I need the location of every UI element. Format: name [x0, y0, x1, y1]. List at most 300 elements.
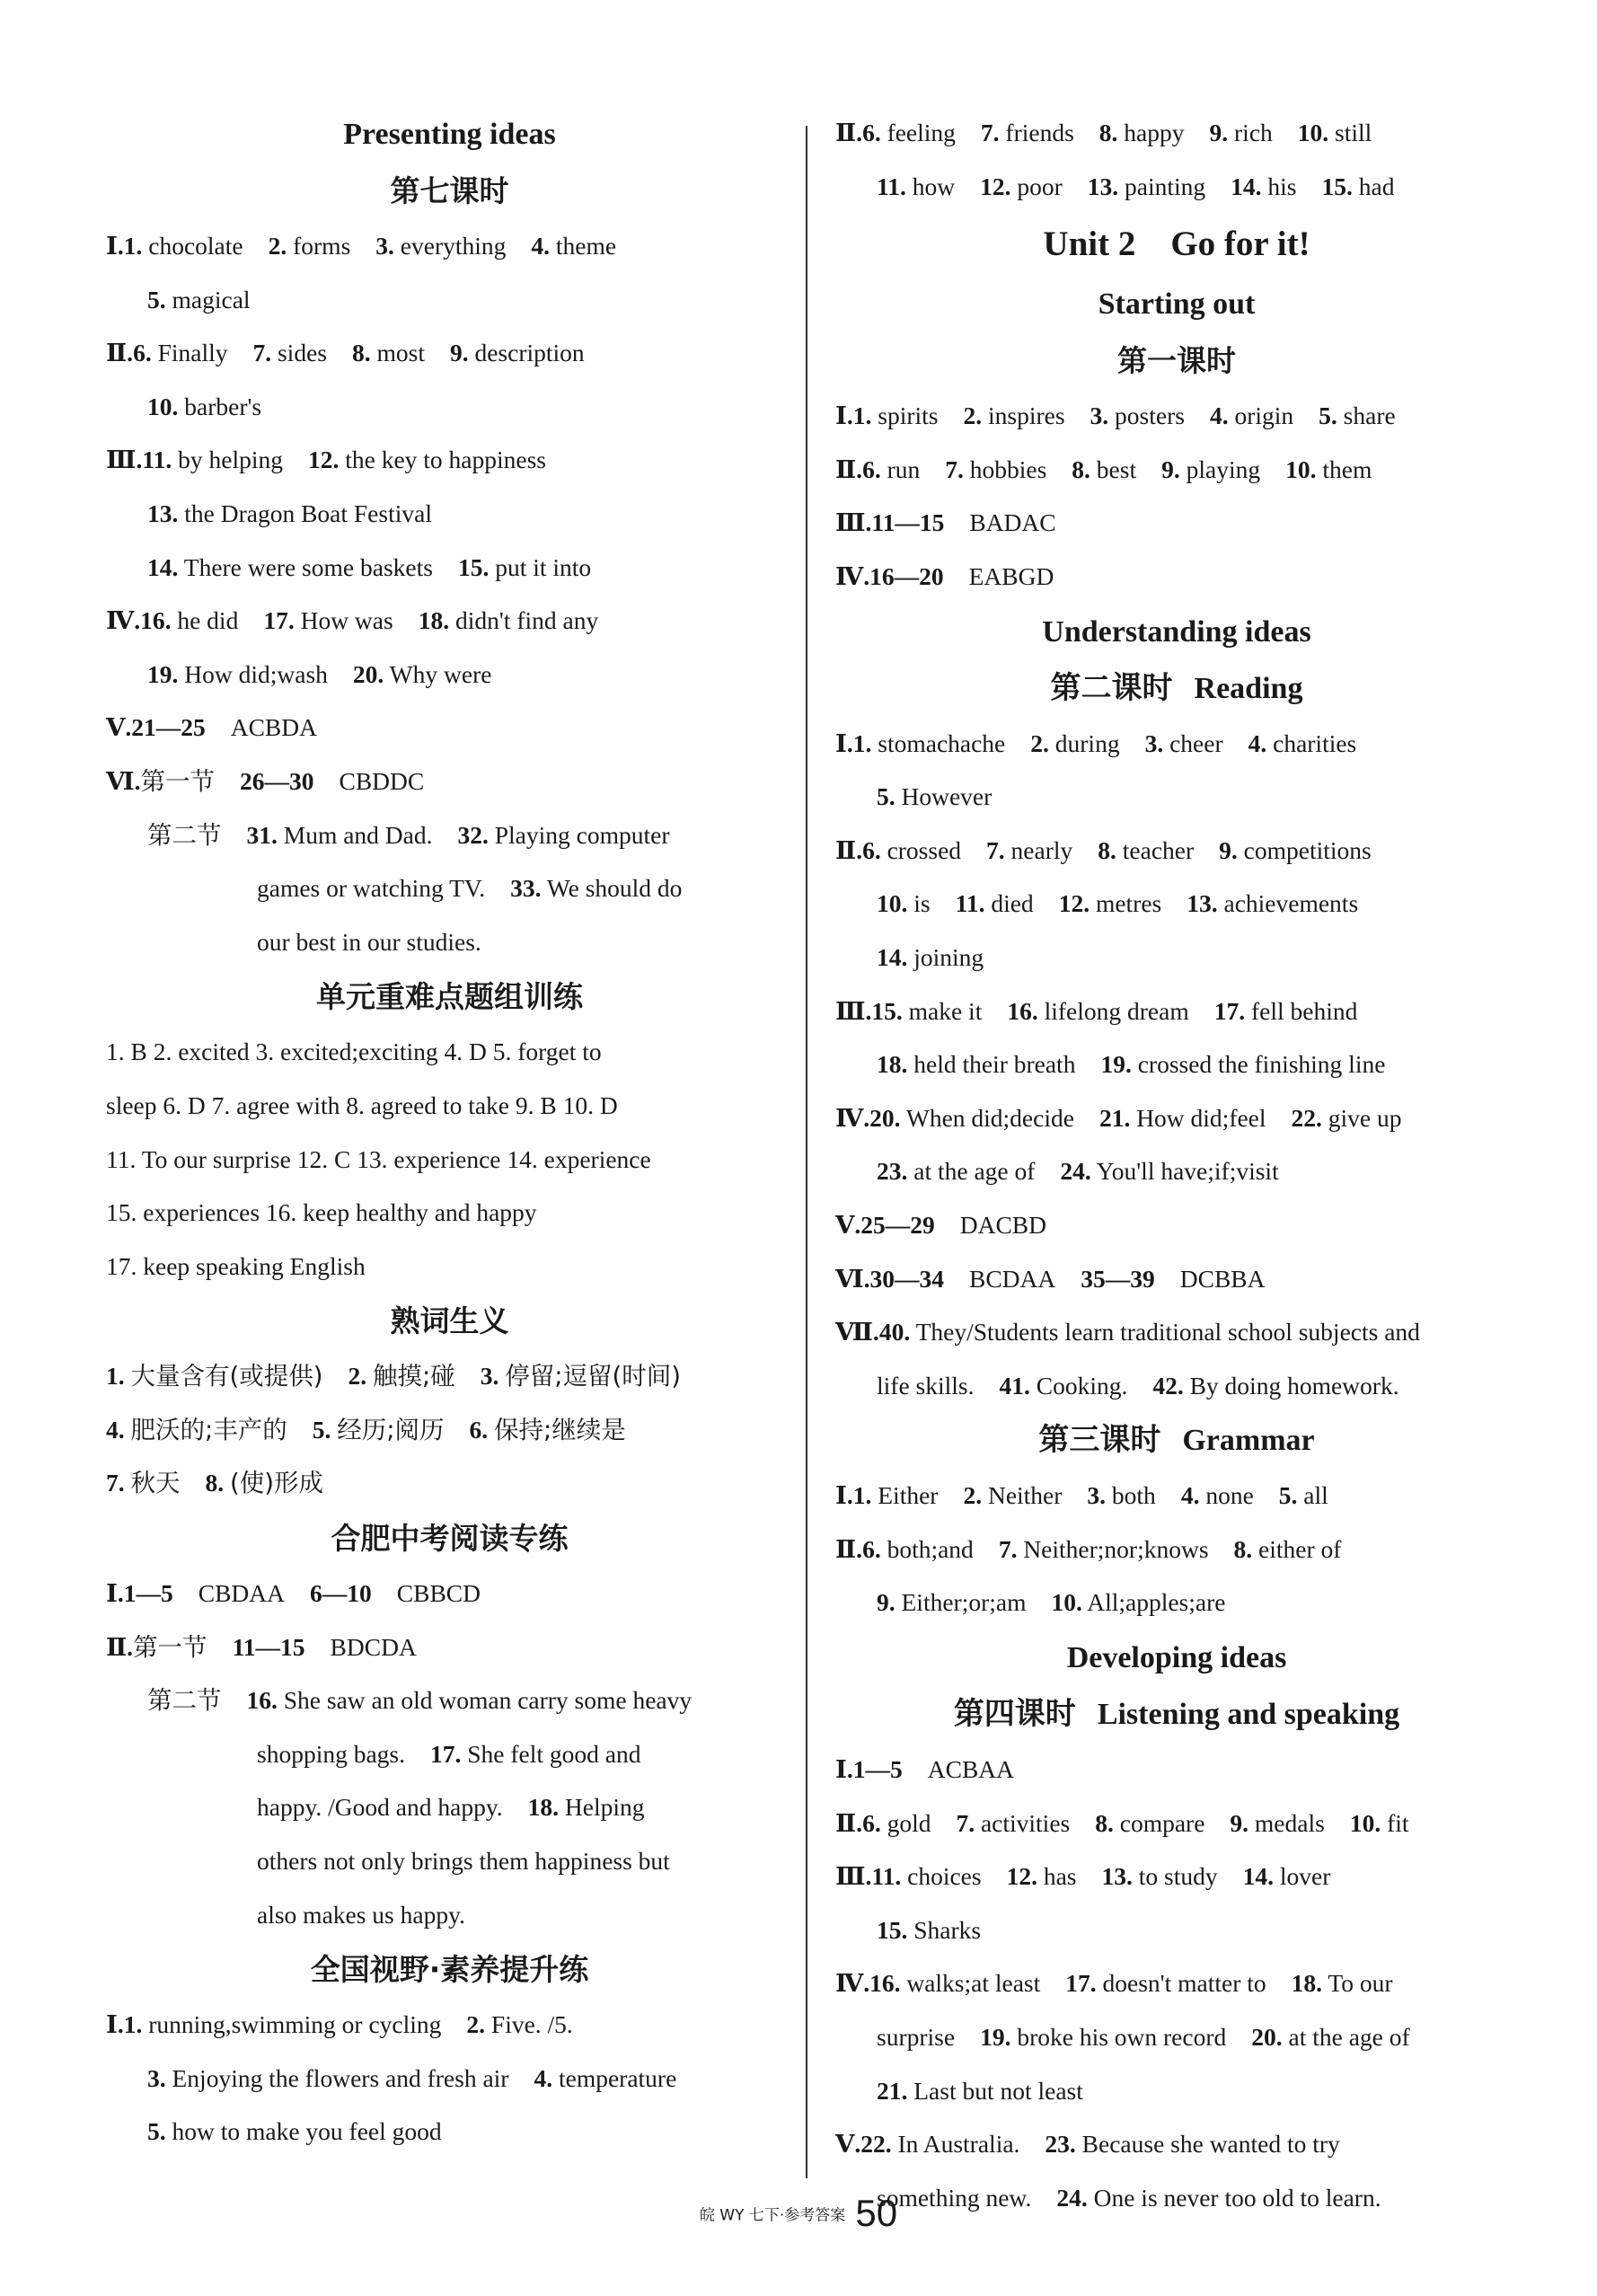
answer-token: 21.: [877, 2076, 908, 2105]
answer-token: has: [1043, 1862, 1077, 1891]
lesson-2-en: Reading: [1194, 671, 1303, 705]
answer-token: friends: [1005, 119, 1074, 146]
answer-token: 12.: [1006, 1862, 1037, 1891]
lesson-3-zh: 第三课时: [1038, 1422, 1161, 1459]
answer-token: How did;wash: [184, 659, 328, 688]
answer-token: something new.: [877, 2183, 1032, 2212]
answer-token: inspires: [987, 402, 1065, 430]
answer-token: 35—39: [1081, 1264, 1155, 1293]
answer-token: 25—29: [860, 1210, 935, 1239]
lesson-3-answers: [835, 1469, 1518, 1629]
section-heading-developing-ideas: Developing ideas: [1066, 1641, 1287, 1675]
answer-line: [106, 380, 793, 434]
answer-line: [835, 1038, 1518, 1091]
answer-token: Ⅵ.: [106, 766, 141, 795]
answer-line: [106, 2052, 793, 2106]
answer-token: his: [1267, 172, 1297, 200]
answer-token: 4.: [106, 1415, 125, 1444]
answer-line: [835, 1956, 1518, 2010]
answer-token: Ⅲ.: [835, 508, 872, 537]
answer-token: 第二节: [147, 820, 222, 850]
answer-token: 6.: [862, 455, 881, 483]
answer-token: 8.: [351, 339, 371, 367]
answer-token: 26—30: [240, 766, 314, 795]
continued-answers: [835, 106, 1518, 213]
answer-token: Because she wanted to try: [1081, 2130, 1340, 2159]
answer-token: 42.: [1152, 1371, 1184, 1400]
answer-token: best: [1096, 455, 1137, 483]
answer-token: 31.: [246, 820, 278, 849]
answer-line: [835, 2117, 1518, 2171]
answer-token: 3.: [147, 2063, 166, 2092]
answer-token: posters: [1115, 402, 1185, 430]
lesson-2-answers: [835, 717, 1518, 1413]
answer-token: 18.: [418, 606, 450, 635]
answer-token: You'll have;if;visit: [1096, 1157, 1279, 1186]
answer-token: 21.: [1098, 1103, 1131, 1132]
answer-token: others not only brings them happiness but: [257, 1847, 670, 1876]
answer-token: 2.: [963, 402, 983, 430]
answer-token: 7.: [252, 339, 272, 367]
answer-token: Ⅱ.: [835, 835, 863, 864]
answer-token: Ⅳ.: [106, 606, 141, 635]
answer-line: [106, 1727, 793, 1781]
answer-token: Enjoying the flowers and fresh air: [172, 2063, 509, 2092]
answer-token: 14.: [147, 552, 179, 581]
answer-token: compare: [1119, 1808, 1205, 1837]
answer-token: give up: [1328, 1103, 1402, 1132]
national-answers: [106, 1998, 793, 2159]
answer-token: 8.: [1233, 1534, 1253, 1563]
answer-token: to study: [1138, 1862, 1218, 1891]
answer-token: 1—5: [123, 1579, 173, 1608]
answer-token: 23.: [877, 1157, 908, 1186]
answer-token: how to make you feel good: [172, 2117, 442, 2146]
answer-line: [106, 273, 793, 327]
answer-token: description: [474, 339, 585, 367]
answer-token: painting: [1125, 172, 1206, 200]
answer-token: surprise: [877, 2023, 956, 2052]
answer-line: [106, 1780, 793, 1834]
answer-token: 22.: [860, 2130, 892, 2159]
column-divider: [806, 126, 807, 2178]
answer-token: They/Students learn traditional school subjects and: [915, 1318, 1420, 1347]
answer-line: [106, 915, 793, 969]
word-meaning-answers: [106, 1349, 793, 1510]
answer-token: 11.: [877, 172, 906, 200]
answer-line: [106, 701, 793, 755]
answer-token: 16—20: [869, 561, 944, 590]
answer-token: 16.: [1007, 996, 1038, 1025]
answer-token: 9.: [1209, 119, 1229, 146]
answer-token: 3.: [1087, 1481, 1107, 1510]
answer-token: 10.: [877, 889, 908, 918]
answer-token: DCBBA: [1179, 1264, 1266, 1293]
answer-line: [106, 1673, 793, 1727]
answer-token: 20.: [1251, 2023, 1283, 2052]
answer-token: Ⅲ.: [106, 446, 143, 474]
lesson-heading-3: [835, 1412, 1518, 1469]
answer-token: by helping: [178, 446, 283, 474]
answer-token: metres: [1095, 889, 1162, 918]
answer-line: [106, 1456, 793, 1510]
answer-token: playing: [1186, 455, 1261, 483]
answer-token: Ⅴ.: [835, 1210, 861, 1239]
answer-token: walks;at least: [906, 1969, 1041, 1998]
answer-token: 17.: [430, 1739, 462, 1768]
answer-line: [106, 541, 793, 595]
lesson-4-answers: [835, 1743, 1518, 2224]
answer-token: There were some baskets: [183, 552, 433, 581]
answer-token: 16.: [140, 606, 172, 635]
answer-token: competitions: [1243, 835, 1372, 864]
answer-token: 1.: [852, 1481, 872, 1510]
answer-token: Ⅱ.: [106, 339, 134, 367]
answer-token: 6—10: [310, 1579, 372, 1608]
answer-token: had: [1358, 172, 1395, 200]
answer-token: Either;or;am: [901, 1588, 1027, 1617]
answer-token: 20.: [352, 659, 384, 688]
answer-token: 10.: [1051, 1588, 1082, 1617]
answer-token: 19.: [147, 659, 179, 688]
answer-line: [106, 1888, 793, 1942]
answer-token: 41.: [999, 1371, 1030, 1400]
answer-token: running,swimming or cycling: [148, 2010, 442, 2039]
answer-token: 2.: [348, 1362, 367, 1391]
answer-token: share: [1343, 402, 1396, 430]
answer-line: [835, 2010, 1518, 2064]
answer-token: Finally: [157, 339, 228, 367]
answer-token: Ⅰ.: [106, 2010, 124, 2039]
answer-token: Ⅳ.: [835, 1103, 870, 1132]
answer-token: BDCDA: [330, 1632, 417, 1661]
answer-token: Ⅳ.: [835, 1969, 870, 1998]
lesson-4-en: Listening and speaking: [1097, 1698, 1400, 1732]
section-heading-words: 熟词生义: [390, 1303, 509, 1339]
answer-line: [106, 219, 793, 273]
answer-line: [835, 1850, 1518, 1903]
answer-line: 15. experiences 16. keep healthy and happy: [106, 1198, 537, 1227]
answer-token: Ⅴ.: [106, 713, 132, 742]
answer-token: 4.: [534, 2063, 553, 2092]
answer-token: most: [376, 339, 425, 367]
answer-token: ACBDA: [230, 713, 317, 742]
answer-token: 8.: [1095, 1808, 1114, 1837]
answer-token: 1.: [123, 2010, 143, 2039]
answer-token: Ⅱ.: [835, 1808, 863, 1837]
answer-token: 40.: [878, 1318, 911, 1347]
answer-token: 4.: [531, 232, 551, 260]
answer-token: 30—34: [869, 1264, 944, 1293]
answer-token: 15.: [457, 552, 490, 581]
answer-line: [835, 824, 1518, 878]
answer-token: 第一节: [133, 1632, 207, 1662]
answer-token: 18.: [527, 1793, 560, 1822]
answer-token: 15.: [1321, 172, 1353, 200]
answer-token: happy. /Good and happy.: [257, 1793, 503, 1822]
answer-token: Ⅲ.: [835, 1862, 872, 1891]
answer-token: Ⅱ.: [835, 1534, 863, 1563]
footer-text: 皖 WY 七下·参考答案: [699, 2206, 846, 2225]
answer-token: Ⅱ.: [835, 455, 863, 483]
answer-token: Ⅰ.: [835, 1481, 853, 1510]
answer-token: make it: [908, 996, 983, 1025]
answer-token: 1.: [852, 402, 872, 430]
answer-token: When did;decide: [905, 1103, 1074, 1132]
answer-token: 9.: [1230, 1808, 1249, 1837]
answer-line: [835, 1743, 1518, 1797]
answer-token: Ⅱ.: [835, 119, 863, 146]
answer-token: teacher: [1122, 835, 1195, 864]
answer-token: 11.: [142, 446, 172, 474]
answer-token: at the age of: [1288, 2023, 1410, 2052]
answer-token: 1.: [123, 232, 143, 260]
answer-line: sleep 6. D 7. agree with 8. agreed to take 9. B 10. D: [106, 1091, 618, 1119]
answer-token: both;and: [887, 1534, 974, 1563]
answer-token: spirits: [878, 402, 939, 430]
page-number: 50: [855, 2192, 898, 2234]
answer-token: 13.: [1087, 172, 1119, 200]
left-column: [106, 106, 793, 2159]
answer-token: 停留;逗留(时间): [505, 1362, 681, 1391]
section-heading-unit-review: 单元重难点题组训练: [316, 979, 583, 1015]
answer-line: [835, 1469, 1518, 1523]
answer-token: 7.: [986, 835, 1005, 864]
answer-token: broke his own record: [1017, 2023, 1227, 2052]
answer-token: 32.: [457, 820, 489, 849]
answer-line: [106, 1620, 793, 1674]
answer-line: 11. To our surprise 12. C 13. experience 14. experience: [106, 1144, 651, 1173]
section-heading-hefei: 合肥中考阅读专练: [331, 1521, 569, 1557]
answer-line: [835, 770, 1518, 824]
answer-token: 10.: [1285, 455, 1317, 483]
answer-line: [106, 1567, 793, 1620]
answer-line: [106, 1998, 793, 2052]
answer-token: either of: [1258, 1534, 1342, 1563]
answer-line: [835, 496, 1518, 550]
answer-line: [835, 1091, 1518, 1145]
answer-line: [106, 2105, 793, 2159]
answer-token: 5.: [147, 2117, 166, 2146]
answer-line: [835, 1144, 1518, 1198]
answer-token: BADAC: [969, 508, 1056, 537]
unit-title: Unit 2 Go for it!: [1043, 225, 1310, 264]
answer-token: Ⅶ.: [835, 1318, 879, 1347]
unit-review-answers: [106, 1025, 793, 1293]
lesson-3-en: Grammar: [1182, 1424, 1315, 1458]
lesson-7-answers: [106, 219, 793, 968]
answer-token: life skills.: [877, 1371, 975, 1400]
answer-token: 11.: [871, 1862, 902, 1891]
answer-line: [835, 1359, 1518, 1413]
answer-token: Either: [878, 1481, 939, 1510]
answer-token: activities: [980, 1808, 1071, 1837]
answer-token: feeling: [887, 119, 956, 146]
answer-line: [835, 550, 1518, 604]
answer-token: is: [913, 889, 931, 918]
lesson-heading-1: 第一课时: [1117, 343, 1236, 379]
answer-token: 14.: [1231, 172, 1262, 200]
answer-token: lifelong dream: [1044, 996, 1189, 1025]
answer-token: Ⅰ.: [835, 729, 853, 757]
answer-token: 11.: [955, 889, 985, 918]
answer-token: held their breath: [913, 1050, 1076, 1079]
answer-token: 6.: [862, 119, 881, 146]
answer-token: origin: [1234, 402, 1294, 430]
answer-token: fit: [1387, 1808, 1409, 1837]
answer-token: EABGD: [968, 561, 1054, 590]
answer-token: happy: [1124, 119, 1185, 146]
lesson-2-zh: 第二课时: [1050, 669, 1173, 706]
answer-token: 7.: [945, 455, 964, 483]
answer-token: 21—25: [131, 713, 206, 742]
answer-token: Ⅵ.: [835, 1264, 870, 1293]
answer-token: 第二节: [147, 1686, 222, 1716]
answer-token: Sharks: [913, 1915, 982, 1944]
answer-token: the key to happiness: [345, 446, 547, 474]
right-column: [835, 106, 1518, 2224]
answer-token: 14.: [877, 942, 908, 971]
answer-token: 4.: [1248, 729, 1267, 757]
hefei-reading-answers: [106, 1567, 793, 1941]
answer-token: Playing computer: [494, 820, 670, 849]
answer-line: [106, 1403, 793, 1457]
answer-token: 17.: [1213, 996, 1246, 1025]
answer-token: how: [912, 172, 956, 200]
answer-token: 触摸;碰: [372, 1362, 455, 1391]
answer-line: [835, 1576, 1518, 1629]
answer-token: our best in our studies.: [257, 927, 481, 956]
answer-token: 8.: [205, 1469, 225, 1497]
answer-token: 11—15: [232, 1632, 305, 1661]
answer-line: [106, 594, 793, 648]
lesson-heading-4: [835, 1686, 1518, 1743]
answer-token: Ⅰ.: [835, 402, 853, 430]
answer-token: We should do: [546, 874, 683, 903]
answer-token: 24.: [1056, 2183, 1088, 2212]
answer-token: both: [1111, 1481, 1156, 1510]
answer-token: 4.: [1209, 402, 1229, 430]
answer-token: 5.: [877, 782, 896, 811]
answer-line: [835, 1797, 1518, 1850]
answer-token: 3.: [480, 1362, 499, 1391]
answer-token: barber's: [184, 392, 262, 420]
lesson-heading-7: 第七课时: [390, 173, 509, 208]
answer-token: cheer: [1169, 729, 1223, 757]
answer-token: 6.: [862, 835, 881, 864]
answer-token: 6.: [862, 1808, 881, 1837]
answer-token: Ⅰ.: [106, 1579, 124, 1608]
answer-token: 8.: [1098, 835, 1116, 864]
answer-token: Helping: [564, 1793, 645, 1822]
answer-line: [106, 1834, 793, 1888]
answer-token: 3.: [1090, 402, 1109, 430]
answer-token: fell behind: [1250, 996, 1358, 1025]
answer-token: 经历;阅历: [337, 1415, 445, 1444]
answer-token: 6.: [862, 1534, 881, 1563]
answer-line: [835, 1523, 1518, 1576]
answer-token: Ⅱ.: [106, 1632, 134, 1661]
answer-token: How did;feel: [1136, 1103, 1266, 1132]
answer-line: [835, 985, 1518, 1038]
answer-token: 17.: [263, 606, 295, 635]
answer-token: chocolate: [148, 232, 243, 260]
answer-token: them: [1322, 455, 1372, 483]
answer-token: Ⅰ.: [835, 1755, 853, 1784]
answer-line: [835, 1252, 1518, 1306]
answer-token: 7.: [998, 1534, 1018, 1563]
answer-token: Cooking.: [1036, 1371, 1128, 1400]
answer-token: She saw an old woman carry some heavy: [283, 1686, 693, 1715]
answer-token: everything: [400, 232, 507, 260]
answer-token: rich: [1234, 119, 1273, 146]
answer-token: 2.: [466, 2010, 486, 2039]
section-heading-understanding-ideas: Understanding ideas: [1042, 614, 1311, 649]
answer-token: 2.: [963, 1481, 983, 1510]
answer-token: crossed: [887, 835, 962, 864]
answer-token: 33.: [510, 874, 542, 903]
answer-token: 20.: [869, 1103, 901, 1132]
answer-token: 3.: [1144, 729, 1164, 757]
answer-token: still: [1335, 119, 1372, 146]
answer-line: [835, 877, 1518, 931]
answer-token: 16.: [869, 1969, 901, 1998]
answer-line: [106, 755, 793, 808]
answer-line: [106, 808, 793, 862]
answer-token: 2.: [1030, 729, 1049, 757]
answer-token: games or watching TV.: [257, 874, 486, 903]
answer-line: [835, 106, 1518, 160]
answer-token: achievements: [1223, 889, 1359, 918]
answer-token: crossed the finishing line: [1137, 1050, 1386, 1079]
answer-token: died: [991, 889, 1034, 918]
answer-token: To our: [1328, 1969, 1393, 1998]
answer-token: the Dragon Boat Festival: [184, 499, 432, 527]
answer-token: In Australia.: [897, 2130, 1020, 2159]
answer-line: [106, 861, 793, 915]
answer-token: 1.: [852, 729, 872, 757]
answer-token: gold: [887, 1808, 931, 1837]
answer-token: 大量含有(或提供): [130, 1362, 323, 1391]
answer-token: ACBAA: [927, 1755, 1015, 1784]
answer-token: 2.: [268, 232, 287, 260]
answer-token: Ⅲ.: [835, 996, 872, 1025]
answer-token: Mum and Dad.: [283, 820, 433, 849]
answer-token: 6.: [133, 339, 152, 367]
answer-token: CBBCD: [396, 1579, 481, 1608]
answer-token: 5.: [1278, 1481, 1298, 1510]
answer-token: 17.: [1065, 1969, 1097, 1998]
answer-token: lover: [1279, 1862, 1331, 1891]
answer-token: 8.: [1098, 119, 1118, 146]
answer-line: [106, 487, 793, 541]
answer-token: 10.: [147, 392, 179, 420]
lesson-heading-2: [835, 660, 1518, 717]
answer-token: all: [1303, 1481, 1328, 1510]
answer-token: forms: [293, 232, 351, 260]
answer-token: also makes us happy.: [257, 1900, 465, 1929]
answer-token: 12.: [1058, 889, 1090, 918]
answer-token: 6.: [469, 1415, 489, 1444]
answer-token: 22.: [1291, 1103, 1322, 1132]
answer-token: choices: [907, 1862, 982, 1891]
page-footer: [0, 2192, 1597, 2235]
answer-line: [835, 389, 1518, 443]
answer-line: [106, 326, 793, 380]
answer-token: 13.: [1101, 1862, 1133, 1891]
answer-token: 16.: [246, 1686, 278, 1715]
answer-token: hobbies: [969, 455, 1047, 483]
